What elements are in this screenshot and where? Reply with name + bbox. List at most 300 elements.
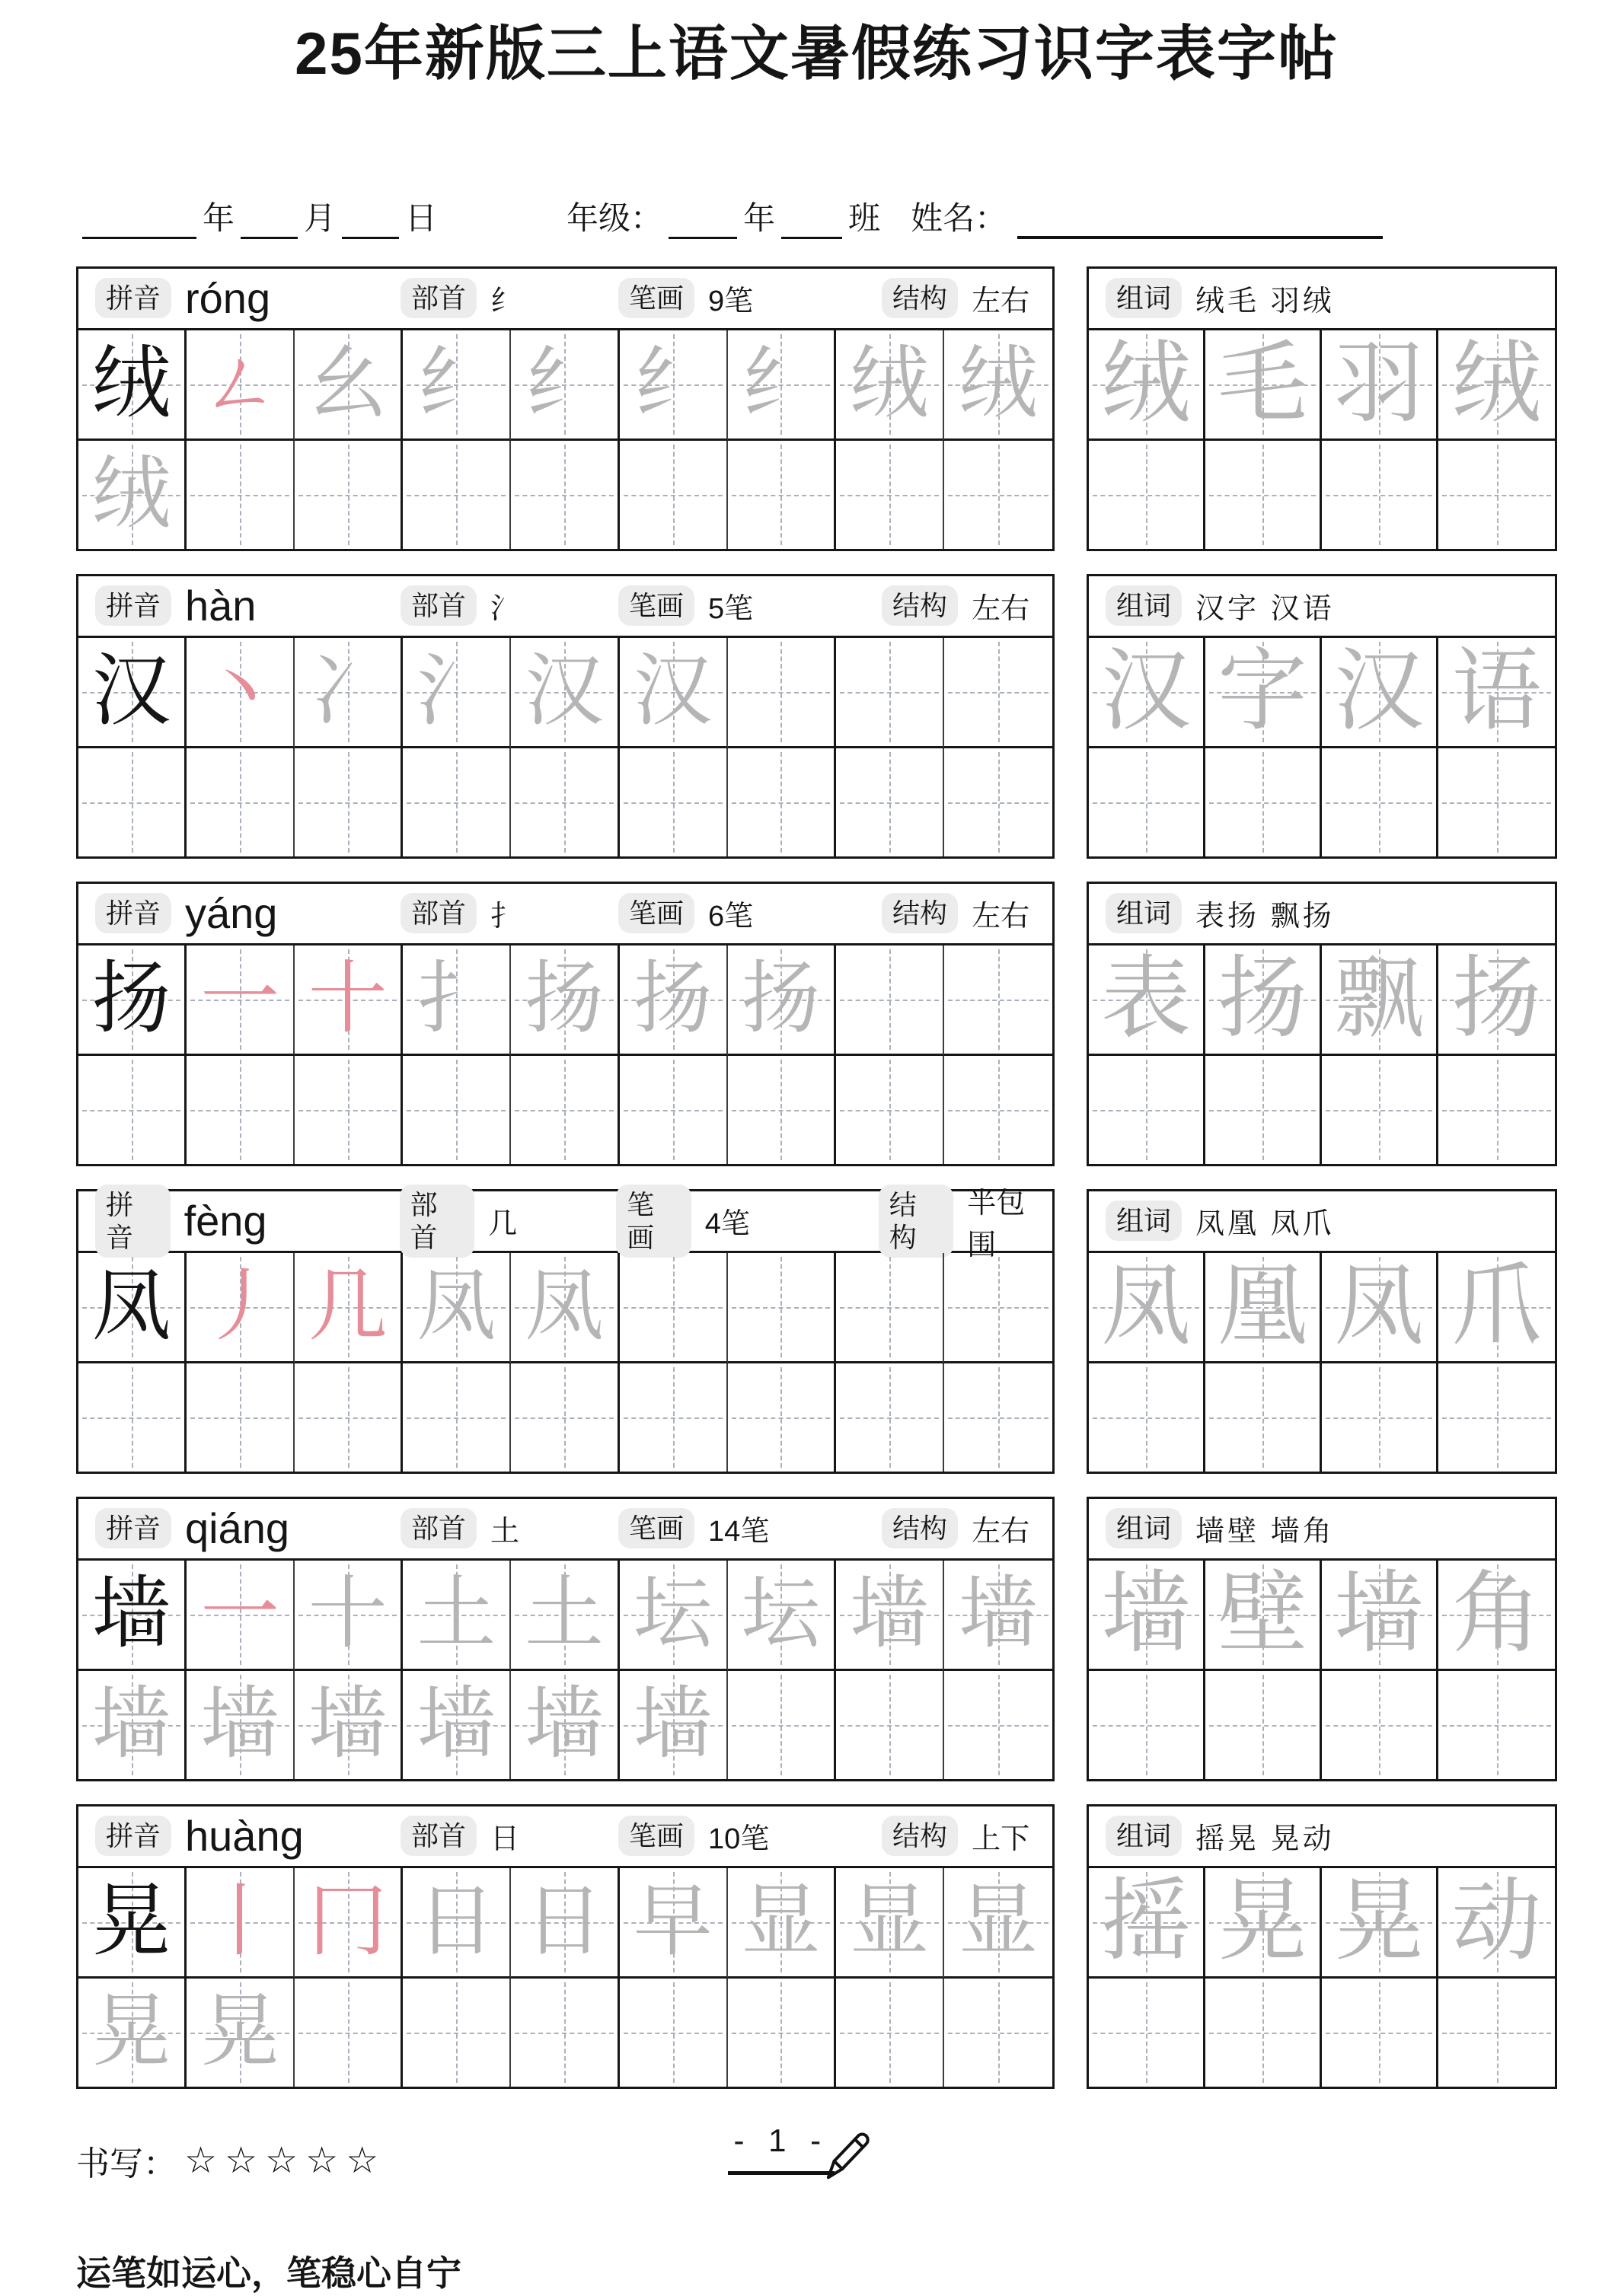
trace-character: 汉 (524, 647, 604, 735)
practice-cell (836, 1056, 944, 1164)
practice-cell (187, 946, 295, 1056)
practice-cell (620, 1979, 728, 2087)
stroke-practice-grid (78, 638, 1052, 856)
trace-character: ㄥ (200, 340, 280, 428)
trace-character: 晃 (200, 1988, 280, 2076)
words-value: 摇晃 晃动 (1195, 1823, 1335, 1856)
structure-value: 半包围 (967, 1187, 1026, 1261)
practice-cell (295, 441, 403, 549)
strokes-label: 笔画 (618, 1508, 694, 1548)
words-label: 组词 (1106, 585, 1182, 626)
word-block (1087, 1804, 1557, 2089)
practice-cell (1089, 946, 1205, 1056)
practice-cell (1322, 748, 1438, 856)
practice-cell (403, 748, 511, 856)
character-block (76, 1497, 1055, 1781)
entry-header (78, 1807, 1052, 1868)
practice-cell (403, 1979, 511, 2087)
words-value: 汉字 汉语 (1195, 593, 1335, 626)
practice-cell (78, 1253, 187, 1363)
word-header (1089, 1499, 1555, 1561)
practice-cell (511, 638, 619, 748)
entry-row-han (76, 574, 1557, 859)
trace-character: 凰 (1217, 1256, 1307, 1357)
word-block (1087, 574, 1557, 859)
radical-value: 氵 (490, 593, 520, 626)
word-header (1089, 1807, 1555, 1868)
trace-character: 毛 (1217, 333, 1307, 434)
trace-character: 语 (1451, 641, 1542, 741)
radical-value: 纟 (490, 285, 520, 318)
practice-cell (295, 1561, 403, 1671)
radical-label: 部首 (401, 278, 477, 318)
practice-cell (511, 441, 619, 549)
pinyin-label: 拼音 (95, 893, 171, 933)
entry-row-feng (76, 1189, 1557, 1474)
date-year-blank (82, 206, 196, 239)
practice-cell (1322, 1561, 1438, 1671)
strokes-label: 笔画 (618, 278, 694, 318)
character-block (76, 266, 1055, 551)
practice-cell (944, 441, 1052, 549)
practice-cell (295, 748, 403, 856)
practice-cell (403, 1671, 511, 1779)
trace-character: 日 (417, 1877, 496, 1966)
entry-row-rong (76, 266, 1557, 551)
trace-character: 摇 (1100, 1871, 1191, 1972)
practice-cell (511, 748, 619, 856)
trace-character: 纟 (417, 340, 496, 428)
practice-cell (1438, 748, 1555, 856)
practice-cell (78, 1056, 187, 1164)
trace-character: 凤 (91, 1262, 171, 1350)
pinyin-value: hàn (185, 582, 257, 630)
practice-cell (1089, 1868, 1205, 1979)
practice-cell (728, 1056, 836, 1164)
practice-cell (1322, 330, 1438, 441)
trace-character: 墙 (958, 1570, 1038, 1658)
trace-character: 十 (308, 955, 388, 1043)
practice-cell (944, 1253, 1052, 1363)
practice-cell (1322, 1253, 1438, 1363)
stroke-practice-grid (78, 946, 1052, 1164)
practice-cell (944, 748, 1052, 856)
practice-cell (620, 1561, 728, 1671)
practice-cell (1438, 1979, 1555, 2087)
practice-cell (187, 1979, 295, 2087)
trace-character: 显 (741, 1877, 821, 1966)
grade-class-blank (781, 206, 842, 239)
practice-cell (728, 441, 836, 549)
practice-cell (187, 1868, 295, 1979)
practice-cell (511, 1363, 619, 1472)
practice-cell (620, 441, 728, 549)
grade-label: 年级： (567, 199, 663, 236)
word-practice-grid (1089, 1561, 1555, 1779)
page-footer (76, 2122, 1557, 2206)
practice-cell (944, 330, 1052, 441)
practice-cell (728, 1979, 836, 2087)
practice-cell (944, 1868, 1052, 1979)
trace-character: 早 (633, 1877, 713, 1966)
structure-value: 左右 (972, 901, 1030, 933)
practice-cell (1205, 1671, 1322, 1779)
grade-year-blank (669, 206, 737, 239)
entry-header (78, 1499, 1052, 1561)
character-block (76, 1189, 1055, 1474)
practice-cell (187, 638, 295, 748)
trace-character: 晃 (91, 1988, 171, 2076)
year-label: 年 (203, 199, 235, 236)
pinyin-value: róng (185, 274, 271, 323)
practice-cell (78, 441, 187, 549)
structure-value: 左右 (972, 593, 1030, 626)
practice-cell (728, 1253, 836, 1363)
pencil-icon (818, 2127, 874, 2183)
trace-character: 墙 (417, 1680, 496, 1768)
practice-cell (1205, 1253, 1322, 1363)
practice-cell (728, 1561, 836, 1671)
practice-cell (1089, 638, 1205, 748)
structure-value: 上下 (972, 1823, 1030, 1856)
stroke-practice-grid (78, 330, 1052, 549)
trace-character: 墙 (849, 1570, 929, 1658)
pinyin-label: 拼音 (95, 585, 171, 626)
practice-cell (511, 1979, 619, 2087)
trace-character: 几 (308, 1262, 388, 1350)
trace-character: 一 (200, 955, 280, 1043)
practice-cell (620, 1868, 728, 1979)
practice-cell (511, 1253, 619, 1363)
words-label: 组词 (1106, 278, 1182, 318)
practice-cell (187, 330, 295, 441)
practice-cell (511, 330, 619, 441)
trace-character: 墙 (633, 1680, 713, 1768)
practice-cell (1322, 1056, 1438, 1164)
trace-character: 墙 (91, 1570, 171, 1658)
practice-cell (78, 1979, 187, 2087)
practice-cell (1089, 1561, 1205, 1671)
trace-character: 凤 (1333, 1256, 1424, 1357)
trace-character: 绒 (849, 340, 929, 428)
page-number-text: - 1 - (733, 2122, 829, 2158)
practice-cell (78, 946, 187, 1056)
practice-cell (1438, 1253, 1555, 1363)
trace-character: 动 (1451, 1871, 1542, 1972)
character-block (76, 574, 1055, 859)
strokes-value: 14笔 (708, 1516, 770, 1548)
structure-value: 左右 (972, 1516, 1030, 1548)
practice-cell (836, 748, 944, 856)
pinyin-value: qiáng (185, 1504, 290, 1553)
trace-character: 土 (417, 1570, 496, 1658)
practice-cell (944, 638, 1052, 748)
trace-character: 一 (200, 1570, 280, 1658)
trace-character: 角 (1451, 1564, 1542, 1664)
practice-cell (403, 441, 511, 549)
practice-cell (836, 330, 944, 441)
practice-cell (403, 1561, 511, 1671)
practice-cell (295, 1363, 403, 1472)
practice-cell (1438, 1363, 1555, 1472)
practice-cell (1205, 1979, 1322, 2087)
trace-character: 汉 (633, 647, 713, 735)
practice-cell (1205, 1561, 1322, 1671)
practice-cell (1438, 1561, 1555, 1671)
entry-list (76, 266, 1557, 2089)
word-header (1089, 884, 1555, 946)
practice-cell (836, 1561, 944, 1671)
trace-character: 扬 (91, 955, 171, 1043)
writing-rating (76, 2136, 386, 2185)
writing-label: 书写： (76, 2145, 177, 2183)
practice-cell (944, 1561, 1052, 1671)
practice-cell (836, 1253, 944, 1363)
practice-cell (728, 1671, 836, 1779)
trace-character: 墙 (91, 1680, 171, 1768)
date-month-blank (241, 206, 298, 239)
words-label: 组词 (1106, 1816, 1182, 1856)
practice-cell (1322, 1979, 1438, 2087)
practice-cell (1438, 638, 1555, 748)
practice-cell (1322, 946, 1438, 1056)
practice-cell (1089, 1671, 1205, 1779)
practice-cell (511, 1671, 619, 1779)
practice-cell (620, 1253, 728, 1363)
pinyin-label: 拼音 (95, 1185, 171, 1258)
trace-character: 显 (958, 1877, 1038, 1966)
structure-label: 结构 (882, 278, 958, 318)
pinyin-value: yáng (185, 889, 278, 938)
character-block (76, 882, 1055, 1166)
trace-character: 扬 (741, 955, 821, 1043)
word-practice-grid (1089, 1868, 1555, 2087)
practice-cell (836, 1671, 944, 1779)
practice-cell (295, 1671, 403, 1779)
trace-character: 汉 (91, 647, 171, 735)
practice-cell (1322, 1868, 1438, 1979)
pinyin-value: fèng (184, 1197, 267, 1245)
trace-character: 飘 (1333, 949, 1424, 1049)
practice-cell (1322, 638, 1438, 748)
practice-cell (1322, 1363, 1438, 1472)
strokes-value: 9笔 (708, 285, 754, 318)
practice-cell (620, 748, 728, 856)
word-practice-grid (1089, 1253, 1555, 1472)
practice-cell (1089, 330, 1205, 441)
practice-cell (511, 1868, 619, 1979)
practice-cell (1205, 441, 1322, 549)
practice-cell (620, 1671, 728, 1779)
word-header (1089, 1191, 1555, 1253)
word-header (1089, 269, 1555, 330)
word-practice-grid (1089, 330, 1555, 549)
practice-cell (620, 1056, 728, 1164)
trace-character: 扬 (1217, 949, 1307, 1049)
trace-character: 字 (1217, 641, 1307, 741)
radical-label: 部首 (401, 1508, 477, 1548)
practice-cell (187, 441, 295, 549)
practice-cell (78, 1363, 187, 1472)
date-day-blank (342, 206, 399, 239)
entry-row-huang (76, 1804, 1557, 2089)
practice-cell (1205, 1868, 1322, 1979)
pinyin-label: 拼音 (95, 278, 171, 318)
practice-cell (620, 638, 728, 748)
practice-cell (78, 748, 187, 856)
trace-character: 坛 (741, 1570, 821, 1658)
trace-character: 表 (1100, 949, 1191, 1049)
practice-cell (1089, 748, 1205, 856)
practice-cell (944, 1056, 1052, 1164)
trace-character: 显 (849, 1877, 929, 1966)
month-label: 月 (304, 199, 337, 236)
entry-header (78, 884, 1052, 946)
radical-value: 几 (488, 1208, 518, 1241)
trace-character: 凤 (1100, 1256, 1191, 1357)
practice-cell (295, 946, 403, 1056)
practice-cell (1205, 748, 1322, 856)
structure-label: 结构 (882, 1508, 958, 1548)
practice-cell (728, 1868, 836, 1979)
strokes-label: 笔画 (618, 893, 694, 933)
radical-value: 土 (490, 1516, 520, 1548)
word-practice-grid (1089, 946, 1555, 1164)
radical-label: 部首 (401, 585, 477, 626)
practice-cell (78, 1868, 187, 1979)
practice-cell (620, 330, 728, 441)
words-label: 组词 (1106, 1508, 1182, 1548)
pinyin-value: huàng (185, 1812, 304, 1861)
practice-cell (511, 1561, 619, 1671)
practice-cell (1205, 1056, 1322, 1164)
practice-cell (944, 1979, 1052, 2087)
practice-cell (836, 1868, 944, 1979)
name-blank (1017, 206, 1383, 239)
words-label: 组词 (1106, 893, 1182, 933)
trace-character: 丨 (200, 1877, 280, 1966)
structure-label: 结构 (882, 585, 958, 626)
radical-label: 部首 (401, 1816, 477, 1856)
trace-character: 纟 (633, 340, 713, 428)
trace-character: 冫 (308, 647, 388, 735)
strokes-value: 6笔 (708, 901, 754, 933)
word-block (1087, 1497, 1557, 1781)
rating-stars: ☆☆☆☆☆ (184, 2138, 387, 2182)
practice-cell (187, 1363, 295, 1472)
practice-cell (1438, 1868, 1555, 1979)
practice-cell (403, 638, 511, 748)
character-block (76, 1804, 1055, 2089)
practice-cell (511, 1056, 619, 1164)
practice-cell (944, 946, 1052, 1056)
structure-label: 结构 (882, 893, 958, 933)
trace-character: 爪 (1451, 1256, 1542, 1357)
strokes-label: 笔画 (616, 1185, 691, 1258)
practice-cell (836, 441, 944, 549)
practice-cell (187, 1056, 295, 1164)
practice-cell (1438, 1056, 1555, 1164)
radical-value: 日 (490, 1823, 520, 1856)
practice-cell (728, 1363, 836, 1472)
words-value: 表扬 飘扬 (1195, 901, 1335, 933)
radical-value: 扌 (490, 901, 520, 933)
trace-character: 晃 (1333, 1871, 1424, 1972)
trace-character: 墙 (524, 1680, 604, 1768)
trace-character: 绒 (91, 340, 171, 428)
practice-cell (1438, 946, 1555, 1056)
strokes-label: 笔画 (618, 1816, 694, 1856)
pinyin-label: 拼音 (95, 1816, 171, 1856)
practice-cell (728, 638, 836, 748)
practice-cell (1205, 1363, 1322, 1472)
trace-character: 汉 (1100, 641, 1191, 741)
page-number (728, 2122, 835, 2175)
motto-text: 运笔如运心，笔稳心自宁 (76, 2253, 461, 2293)
practice-cell (403, 946, 511, 1056)
grade-year-label: 年 (743, 199, 776, 236)
entry-row-yang (76, 882, 1557, 1166)
practice-cell (78, 330, 187, 441)
practice-cell (836, 1363, 944, 1472)
words-value: 绒毛 羽绒 (1195, 285, 1335, 318)
day-label: 日 (405, 199, 438, 236)
entry-header (78, 576, 1052, 638)
trace-character: 墙 (1333, 1564, 1424, 1664)
practice-cell (295, 1979, 403, 2087)
trace-character: 十 (308, 1570, 388, 1658)
structure-label: 结构 (882, 1816, 958, 1856)
trace-character: 绒 (1100, 333, 1191, 434)
strokes-value: 10笔 (708, 1823, 770, 1856)
trace-character: 墙 (1100, 1564, 1191, 1664)
practice-cell (836, 638, 944, 748)
practice-cell (295, 1253, 403, 1363)
entry-row-qiang (76, 1497, 1557, 1781)
words-value: 墙壁 墙角 (1195, 1516, 1335, 1548)
words-label: 组词 (1106, 1201, 1182, 1241)
trace-character: 纟 (524, 340, 604, 428)
practice-cell (1205, 330, 1322, 441)
stroke-practice-grid (78, 1868, 1052, 2087)
structure-label: 结构 (879, 1185, 954, 1258)
practice-cell (1322, 1671, 1438, 1779)
practice-cell (1205, 638, 1322, 748)
name-label: 姓名： (911, 199, 1007, 236)
practice-cell (728, 330, 836, 441)
strokes-value: 5笔 (708, 593, 754, 626)
trace-character: 绒 (91, 450, 171, 538)
practice-cell (1089, 441, 1205, 549)
stroke-practice-grid (78, 1253, 1052, 1472)
trace-character: 冂 (308, 1877, 388, 1966)
trace-character: 墙 (200, 1680, 280, 1768)
word-practice-grid (1089, 638, 1555, 856)
practice-cell (295, 1056, 403, 1164)
pinyin-label: 拼音 (95, 1508, 171, 1548)
practice-cell (187, 1671, 295, 1779)
word-header (1089, 576, 1555, 638)
practice-cell (295, 330, 403, 441)
practice-cell (620, 946, 728, 1056)
practice-cell (403, 1056, 511, 1164)
practice-cell (1089, 1363, 1205, 1472)
trace-character: 凤 (417, 1262, 496, 1350)
radical-label: 部首 (400, 1185, 475, 1258)
trace-character: 坛 (633, 1570, 713, 1658)
practice-cell (944, 1671, 1052, 1779)
practice-cell (1089, 1056, 1205, 1164)
